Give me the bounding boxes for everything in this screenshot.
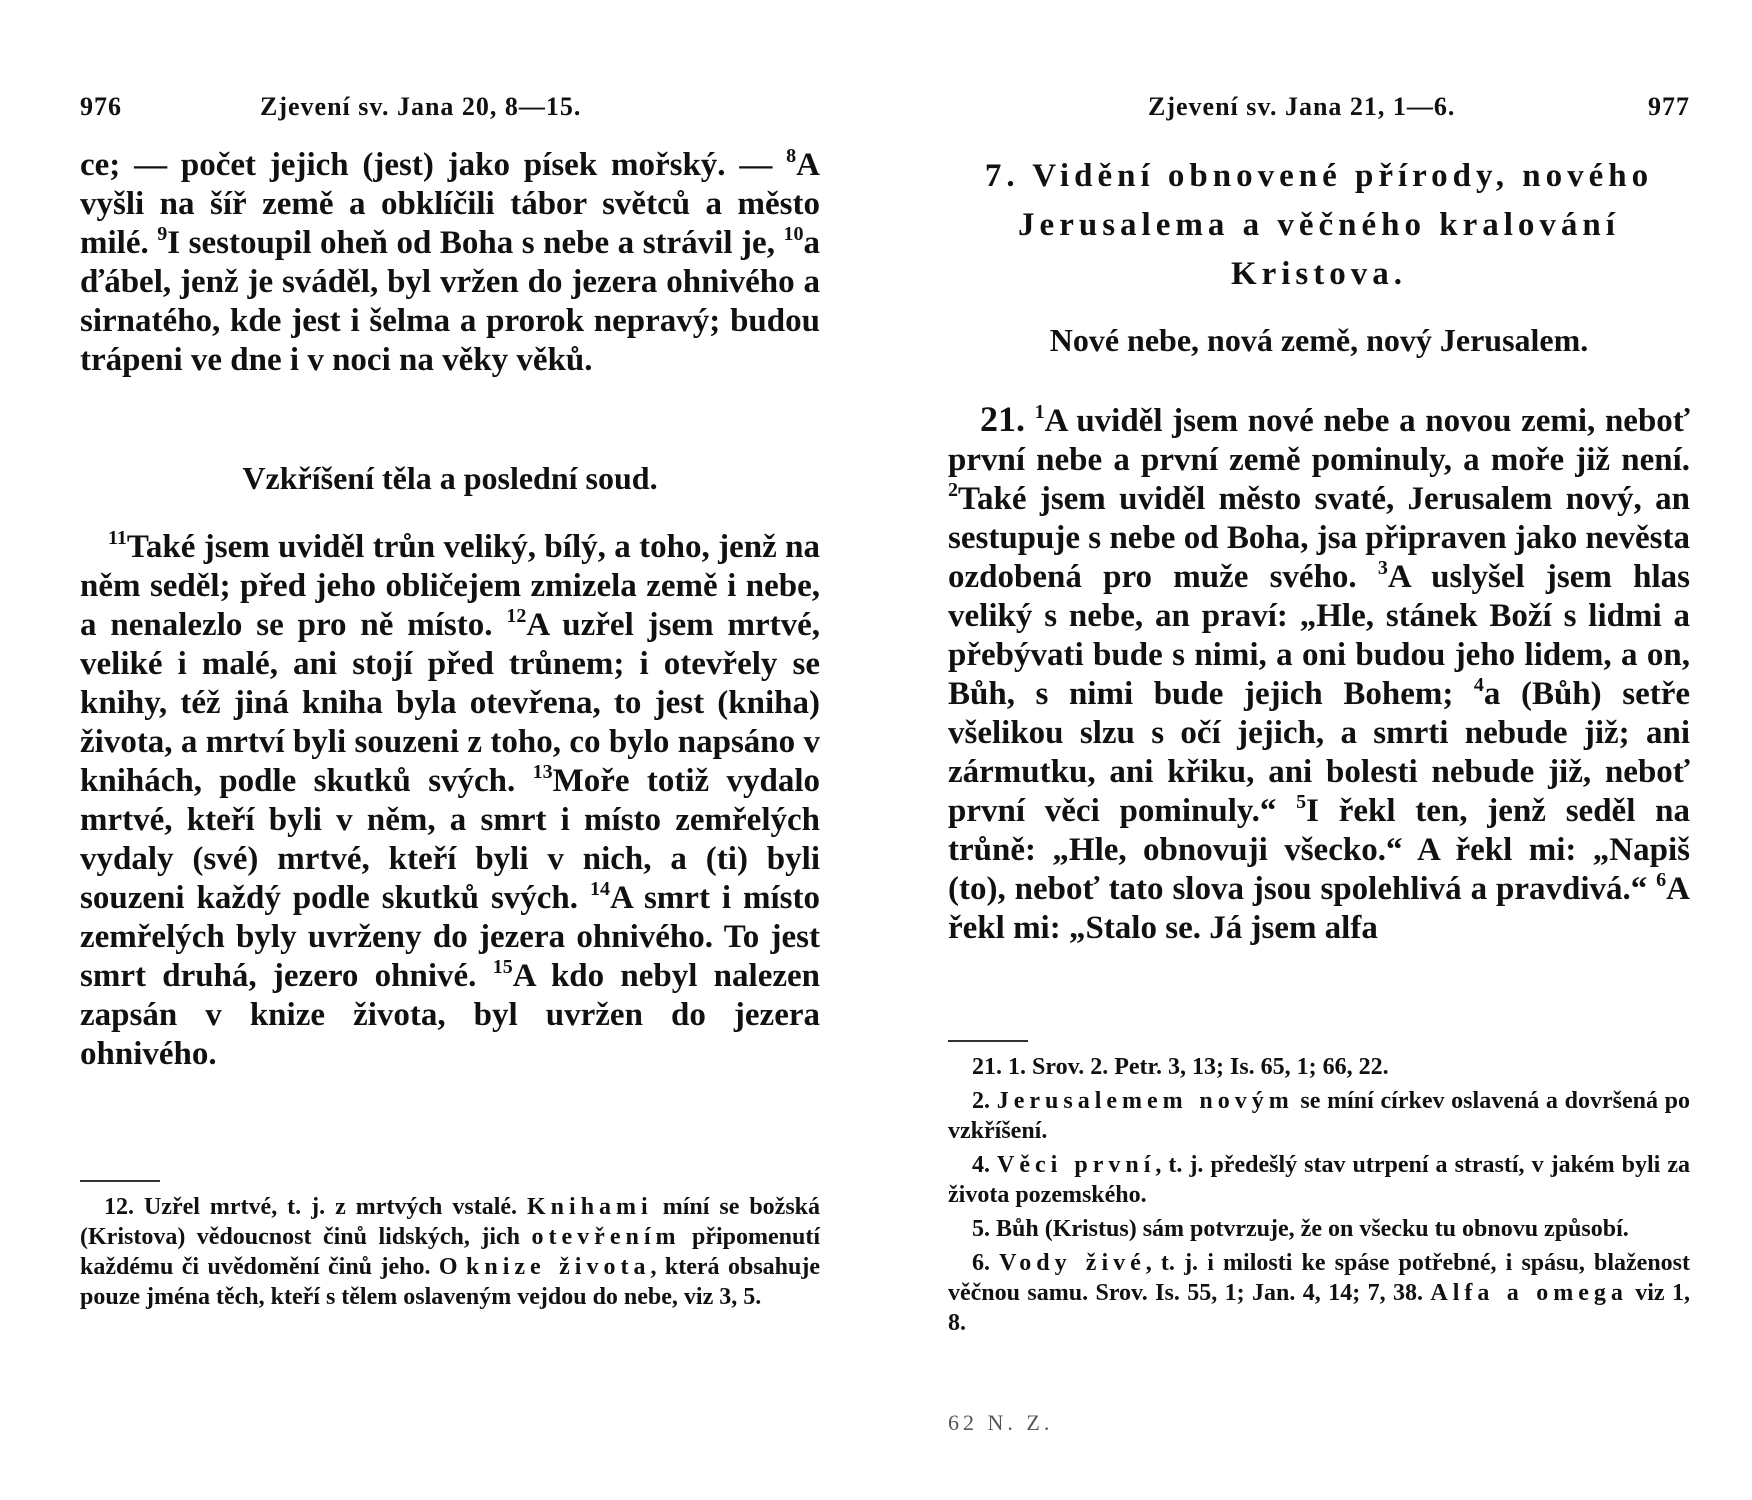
running-head-right (948, 92, 1690, 126)
verse-number: 9 (157, 223, 168, 245)
section-title-left: Vzkříšení těla a poslední soud. (242, 460, 658, 496)
verse-text: A vyšli na šíř země a obklíčili tábor světců a město milé. (80, 147, 820, 261)
chapter-title: 7. Vidění obnovené přírody, nového Jerusalema a věčného kralování Kristova. (984, 158, 1654, 292)
paragraph (80, 528, 820, 1074)
footnote (948, 1086, 1690, 1146)
verse-text: A smrt i místo zemřelých byly uvrženy do jezera ohnivého. To jest smrt druhá, jezero ohnivé. (80, 880, 820, 994)
footnote-text: 12. Uzřel mrtvé, t. j. z mrtvých vstalé. (104, 1194, 528, 1220)
printer-signature: 62 N. Z. (948, 1410, 1054, 1435)
verse-number: 1 (1034, 401, 1045, 423)
paragraph (948, 400, 1690, 948)
verse-number: 5 (1296, 791, 1307, 813)
verse-number: 2 (948, 479, 958, 501)
footnote-emphasis: otevřením (531, 1224, 681, 1250)
footnotes-right (948, 1052, 1690, 1342)
footnote-text: viz 1, 8. (948, 1280, 1690, 1336)
footnote-text: 21. 1. Srov. 2. Petr. 3, 13; Is. 65, 1; 66, 22. (972, 1054, 1389, 1080)
verse-text: A kdo nebyl nalezen zapsán v knize života, byl uvržen do jezera ohnivého. (80, 958, 820, 1072)
verse-number: 13 (532, 761, 553, 783)
footnotes-left (80, 1192, 820, 1316)
footnote-text: 2. (972, 1088, 997, 1114)
verse-text: A uzřel jsem mrtvé, veliké i malé, ani stojí před trůnem; i otevřely se knihy, též jiná kniha byla otevřena, to jest (kniha) života, a mrtví byli souzeni z toho, co bylo napsáno v knihách, podle skutků svých. (80, 607, 820, 799)
page-number-right: 977 (1648, 92, 1690, 121)
verse-number: 8 (786, 145, 797, 167)
footnote (948, 1248, 1690, 1338)
footnote-text: se míní církev oslavená a dovršená po vzkříšení. (948, 1088, 1691, 1144)
paragraph (80, 146, 820, 380)
verse-text: Také jsem uviděl trůn veliký, bílý, a toho, jenž na něm seděl; před jeho obličejem zmizela země i nebe, a nenalezlo se pro ně místo. (80, 529, 820, 643)
footnote (948, 1214, 1690, 1244)
verse-text: a ďábel, jenž je sváděl, byl vržen do jezera ohnivého a sirnatého, kde jest i šelma a prorok nepravý; budou trápeni ve dne i v noci na věky věků. (80, 225, 820, 378)
verse-number: 10 (783, 223, 804, 245)
verses-block-bottom (80, 528, 820, 1074)
verse-text: I řekl ten, jenž seděl na trůně: „Hle, obnovuji všecko.“ A řekl mi: „Napiš (to), neboť tato slova jsou spolehlivá a pravdivá.“ (948, 793, 1690, 907)
page-number-left: 976 (80, 92, 122, 121)
footnote-emphasis: Alfa a omega (1430, 1280, 1628, 1306)
footnote-emphasis: knize života (466, 1254, 651, 1280)
running-head-left (80, 92, 820, 126)
footnote-text: 4. (972, 1152, 998, 1178)
verses-block-right (948, 400, 1690, 948)
footnote (948, 1052, 1690, 1082)
footnote-text: , t. j. předešlý stav utrpení a strastí, v jakém byli za života pozemského. (948, 1152, 1690, 1208)
footnote-emphasis: Vody živé (999, 1250, 1146, 1276)
footnote-rule-left (80, 1180, 160, 1182)
footnote-emphasis: Jerusalemem novým (996, 1088, 1294, 1114)
footnote (80, 1192, 820, 1312)
footnote-text: míní se božská (Kristova) vědoucnost činů lidských, jich (80, 1194, 821, 1250)
footnote-text: 5. Bůh (Kristus) sám potvrzuje, že on všecku tu obnovu způsobí. (972, 1216, 1629, 1242)
verses-block-top (80, 146, 820, 380)
footnote-text: , t. j. i milosti ke spáse potřebné, i spásu, blaženost věčnou samu. Srov. Is. 55, 1; Jan. 4, 14; 7, 38. (948, 1250, 1690, 1306)
verse-text: A uviděl jsem nové nebe a novou zemi, neboť první nebe a první země pominuly, a moře již není. (948, 403, 1691, 478)
running-head-title-left: Zjevení sv. Jana 20, 8—15. (260, 92, 582, 121)
running-head-title-right: Zjevení sv. Jana 21, 1—6. (1148, 92, 1456, 121)
verse-number: 3 (1377, 557, 1388, 579)
verse-text: A řekl mi: „Stalo se. Já jsem alfa (948, 871, 1690, 946)
verse-text: I sestoupil oheň od Boha s nebe a strávil je, (167, 225, 784, 261)
chapter-number: 21. (980, 399, 1025, 439)
footnote-text: připomenutí každému či uvědomění činů jeho. O (80, 1224, 821, 1280)
verse-number: 6 (1656, 869, 1667, 891)
footnote-text: , která obsahuje pouze jména těch, kteří s tělem oslaveným vejdou do nebe, viz 3, 5. (80, 1254, 821, 1310)
footnote-text: 6. (972, 1250, 1000, 1276)
verse-number: 11 (108, 527, 127, 549)
verse-number: 15 (492, 956, 513, 978)
verse-number: 4 (1473, 674, 1484, 696)
verse-text: A uslyšel jsem hlas veliký s nebe, an praví: „Hle, stánek Boží s lidmi a přebývati bude s nimi, a oni budou jeho lidem, a on, Bůh, s nimi bude jejich Bohem; (948, 559, 1690, 712)
footnote (948, 1150, 1690, 1210)
footnote-emphasis: Věci první (997, 1152, 1156, 1178)
verse-number: 14 (590, 878, 610, 900)
verse-text: Také jsem uviděl město svaté, Jerusalem nový, an sestupuje s nebe od Boha, jsa připraven jako nevěsta ozdobená pro muže svého. (948, 481, 1690, 595)
footnote-emphasis: Knihami (527, 1194, 653, 1220)
verse-text: ce; — počet jejich (jest) jako písek mořský. — (80, 147, 787, 183)
verse-text: a (Bůh) setře všelikou slzu s očí jejich, a smrti nebude již; ani zármutku, ani křiku, ani bolesti nebude již, neboť první věci pominuly.“ (948, 676, 1690, 829)
verse-number: 12 (506, 605, 527, 627)
verse-text: Moře totiž vydalo mrtvé, kteří byli v něm, a smrt i místo zemřelých vydaly (své) mrtvé, kteří byli v nich, a (ti) byli souzeni každý podle skutků svých. (80, 763, 820, 916)
section-title-right: Nové nebe, nová země, nový Jerusalem. (1049, 322, 1589, 358)
footnote-rule-right (948, 1040, 1028, 1042)
